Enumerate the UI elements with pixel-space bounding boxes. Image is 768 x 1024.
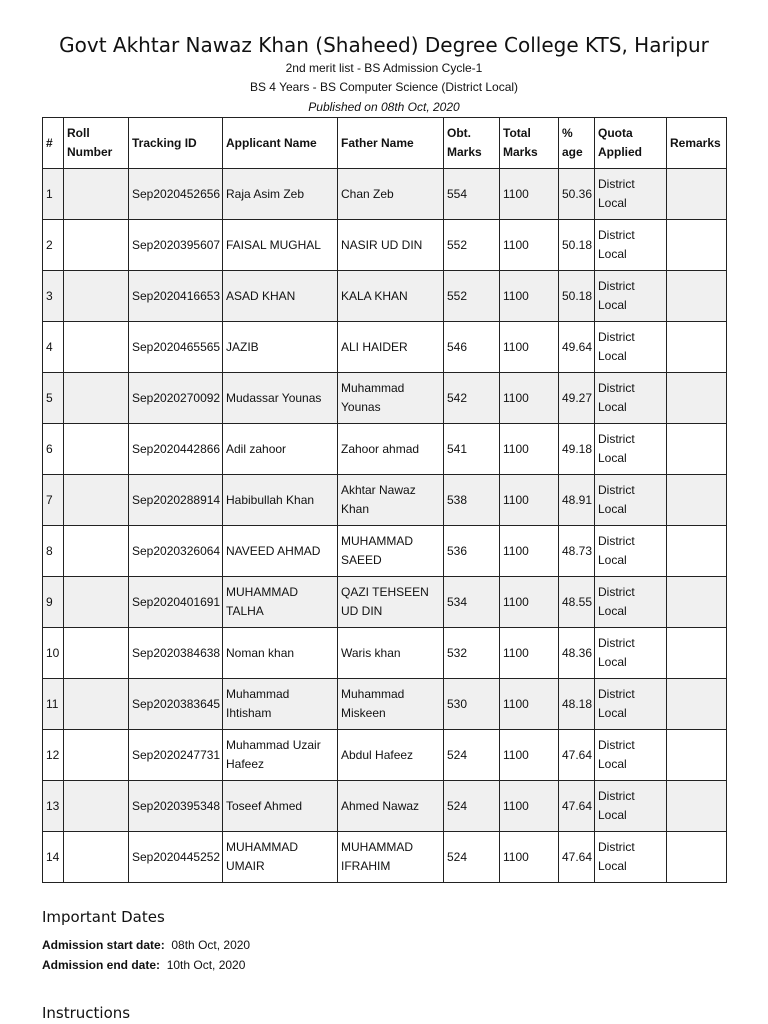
cell-remarks (667, 220, 727, 271)
cell-roll-number (64, 424, 129, 475)
cell-applicant-name: MUHAMMAD UMAIR (223, 832, 338, 883)
table-row (43, 781, 727, 832)
cell-tracking-id: Sep2020384638 (129, 628, 223, 679)
cell-total-marks: 1100 (500, 781, 559, 832)
cell-number: 12 (43, 730, 64, 781)
cell-tracking-id: Sep2020270092 (129, 373, 223, 424)
cell-total-marks: 1100 (500, 577, 559, 628)
cell-percentage: 50.36 (559, 169, 595, 220)
cell-total-marks: 1100 (500, 475, 559, 526)
cell-tracking-id: Sep2020247731 (129, 730, 223, 781)
cell-number: 6 (43, 424, 64, 475)
cell-roll-number (64, 832, 129, 883)
cell-applicant-name: Adil zahoor (223, 424, 338, 475)
cell-total-marks: 1100 (500, 220, 559, 271)
admission-end-value: 10th Oct, 2020 (166, 958, 246, 972)
cell-number: 14 (43, 832, 64, 883)
cell-obt-marks: 530 (444, 679, 500, 730)
cell-total-marks: 1100 (500, 169, 559, 220)
cell-father-name: KALA KHAN (338, 271, 444, 322)
cell-father-name: Muhammad Younas (338, 373, 444, 424)
cell-percentage: 48.91 (559, 475, 595, 526)
cell-total-marks: 1100 (500, 526, 559, 577)
cell-applicant-name: ASAD KHAN (223, 271, 338, 322)
cell-obt-marks: 536 (444, 526, 500, 577)
cell-number: 10 (43, 628, 64, 679)
cell-roll-number (64, 373, 129, 424)
table-row (43, 220, 727, 271)
cell-tracking-id: Sep2020395607 (129, 220, 223, 271)
cell-roll-number (64, 781, 129, 832)
cell-applicant-name: Toseef Ahmed (223, 781, 338, 832)
cell-roll-number (64, 220, 129, 271)
cell-percentage: 48.73 (559, 526, 595, 577)
cell-tracking-id: Sep2020395348 (129, 781, 223, 832)
cell-obt-marks: 524 (444, 832, 500, 883)
cell-father-name: Zahoor ahmad (338, 424, 444, 475)
cell-number: 11 (43, 679, 64, 730)
cell-applicant-name: Raja Asim Zeb (223, 169, 338, 220)
cell-number: 1 (43, 169, 64, 220)
cell-number: 7 (43, 475, 64, 526)
cell-remarks (667, 271, 727, 322)
cell-quota-applied: District Local (595, 628, 667, 679)
table-row (43, 373, 727, 424)
cell-roll-number (64, 730, 129, 781)
cell-total-marks: 1100 (500, 373, 559, 424)
program-subtitle: BS 4 Years - BS Computer Science (District Local) (249, 80, 519, 94)
instructions-heading: Instructions (42, 1004, 131, 1022)
cell-percentage: 50.18 (559, 220, 595, 271)
admission-start-line (42, 938, 250, 952)
table-row (43, 679, 727, 730)
cell-total-marks: 1100 (500, 679, 559, 730)
cell-obt-marks: 524 (444, 781, 500, 832)
published-date: Published on 08th Oct, 2020 (308, 100, 460, 114)
cell-obt-marks: 534 (444, 577, 500, 628)
cell-number: 3 (43, 271, 64, 322)
cell-total-marks: 1100 (500, 730, 559, 781)
cell-father-name: Waris khan (338, 628, 444, 679)
cell-father-name: Chan Zeb (338, 169, 444, 220)
page-title: Govt Akhtar Nawaz Khan (Shaheed) Degree College KTS, Haripur (59, 33, 709, 57)
admission-end-line (42, 958, 245, 972)
cell-remarks (667, 526, 727, 577)
cell-tracking-id: Sep2020288914 (129, 475, 223, 526)
cell-remarks (667, 730, 727, 781)
merit-list-subtitle: 2nd merit list - BS Admission Cycle-1 (285, 61, 483, 75)
cell-number: 5 (43, 373, 64, 424)
table-row (43, 730, 727, 781)
cell-father-name: QAZI TEHSEEN UD DIN (338, 577, 444, 628)
cell-obt-marks: 524 (444, 730, 500, 781)
cell-tracking-id: Sep2020383645 (129, 679, 223, 730)
cell-remarks (667, 577, 727, 628)
table-row (43, 832, 727, 883)
cell-quota-applied: District Local (595, 424, 667, 475)
col-header-percentage: % age (559, 118, 595, 169)
cell-tracking-id: Sep2020326064 (129, 526, 223, 577)
cell-percentage: 49.27 (559, 373, 595, 424)
cell-father-name: ALI HAIDER (338, 322, 444, 373)
cell-tracking-id: Sep2020442866 (129, 424, 223, 475)
cell-percentage: 47.64 (559, 730, 595, 781)
cell-obt-marks: 538 (444, 475, 500, 526)
cell-percentage: 49.18 (559, 424, 595, 475)
cell-remarks (667, 322, 727, 373)
col-header-total-marks: Total Marks (500, 118, 559, 169)
col-header-roll-number: Roll Number (64, 118, 129, 169)
cell-percentage: 47.64 (559, 832, 595, 883)
admission-start-value: 08th Oct, 2020 (171, 938, 251, 952)
cell-quota-applied: District Local (595, 679, 667, 730)
col-header-applicant-name: Applicant Name (223, 118, 338, 169)
cell-applicant-name: Noman khan (223, 628, 338, 679)
cell-roll-number (64, 169, 129, 220)
cell-remarks (667, 475, 727, 526)
cell-number: 4 (43, 322, 64, 373)
cell-father-name: Akhtar Nawaz Khan (338, 475, 444, 526)
cell-father-name: Ahmed Nawaz (338, 781, 444, 832)
cell-roll-number (64, 271, 129, 322)
merit-list-table (42, 117, 727, 883)
cell-obt-marks: 541 (444, 424, 500, 475)
cell-obt-marks: 542 (444, 373, 500, 424)
col-header-tracking-id: Tracking ID (129, 118, 223, 169)
cell-quota-applied: District Local (595, 526, 667, 577)
table-row (43, 271, 727, 322)
cell-applicant-name: JAZIB (223, 322, 338, 373)
cell-quota-applied: District Local (595, 781, 667, 832)
cell-quota-applied: District Local (595, 730, 667, 781)
cell-quota-applied: District Local (595, 220, 667, 271)
cell-father-name: Muhammad Miskeen (338, 679, 444, 730)
table-row (43, 577, 727, 628)
cell-remarks (667, 832, 727, 883)
cell-roll-number (64, 577, 129, 628)
cell-obt-marks: 546 (444, 322, 500, 373)
cell-percentage: 49.64 (559, 322, 595, 373)
table-row (43, 322, 727, 373)
admission-end-label: Admission end date: (42, 958, 161, 972)
cell-remarks (667, 373, 727, 424)
table-header-row (43, 118, 727, 169)
col-header-remarks: Remarks (667, 118, 727, 169)
important-dates-heading: Important Dates (42, 908, 165, 926)
cell-percentage: 48.36 (559, 628, 595, 679)
col-header-number: # (43, 118, 64, 169)
cell-applicant-name: FAISAL MUGHAL (223, 220, 338, 271)
cell-percentage: 48.55 (559, 577, 595, 628)
cell-total-marks: 1100 (500, 832, 559, 883)
cell-quota-applied: District Local (595, 271, 667, 322)
cell-father-name: NASIR UD DIN (338, 220, 444, 271)
cell-tracking-id: Sep2020416653 (129, 271, 223, 322)
cell-quota-applied: District Local (595, 373, 667, 424)
cell-number: 2 (43, 220, 64, 271)
cell-obt-marks: 554 (444, 169, 500, 220)
cell-applicant-name: MUHAMMAD TALHA (223, 577, 338, 628)
cell-applicant-name: Mudassar Younas (223, 373, 338, 424)
cell-number: 13 (43, 781, 64, 832)
cell-roll-number (64, 628, 129, 679)
cell-roll-number (64, 322, 129, 373)
table-row (43, 526, 727, 577)
cell-quota-applied: District Local (595, 577, 667, 628)
cell-remarks (667, 781, 727, 832)
cell-quota-applied: District Local (595, 475, 667, 526)
cell-remarks (667, 628, 727, 679)
cell-tracking-id: Sep2020452656 (129, 169, 223, 220)
cell-tracking-id: Sep2020401691 (129, 577, 223, 628)
cell-roll-number (64, 679, 129, 730)
cell-remarks (667, 424, 727, 475)
col-header-obt-marks: Obt. Marks (444, 118, 500, 169)
cell-total-marks: 1100 (500, 271, 559, 322)
col-header-father-name: Father Name (338, 118, 444, 169)
cell-remarks (667, 679, 727, 730)
cell-applicant-name: Muhammad Ihtisham (223, 679, 338, 730)
cell-quota-applied: District Local (595, 322, 667, 373)
table-row (43, 628, 727, 679)
cell-tracking-id: Sep2020465565 (129, 322, 223, 373)
cell-tracking-id: Sep2020445252 (129, 832, 223, 883)
cell-roll-number (64, 475, 129, 526)
cell-obt-marks: 552 (444, 220, 500, 271)
admission-start-label: Admission start date: (42, 938, 165, 952)
cell-percentage: 48.18 (559, 679, 595, 730)
cell-applicant-name: NAVEED AHMAD (223, 526, 338, 577)
cell-obt-marks: 552 (444, 271, 500, 322)
cell-quota-applied: District Local (595, 832, 667, 883)
cell-roll-number (64, 526, 129, 577)
cell-total-marks: 1100 (500, 424, 559, 475)
cell-number: 8 (43, 526, 64, 577)
cell-applicant-name: Muhammad Uzair Hafeez (223, 730, 338, 781)
cell-total-marks: 1100 (500, 628, 559, 679)
table-row (43, 475, 727, 526)
cell-father-name: Abdul Hafeez (338, 730, 444, 781)
table-row (43, 169, 727, 220)
cell-obt-marks: 532 (444, 628, 500, 679)
col-header-quota-applied: Quota Applied (595, 118, 667, 169)
cell-percentage: 50.18 (559, 271, 595, 322)
table-row (43, 424, 727, 475)
cell-number: 9 (43, 577, 64, 628)
cell-applicant-name: Habibullah Khan (223, 475, 338, 526)
cell-total-marks: 1100 (500, 322, 559, 373)
cell-remarks (667, 169, 727, 220)
cell-percentage: 47.64 (559, 781, 595, 832)
cell-father-name: MUHAMMAD SAEED (338, 526, 444, 577)
cell-father-name: MUHAMMAD IFRAHIM (338, 832, 444, 883)
cell-quota-applied: District Local (595, 169, 667, 220)
